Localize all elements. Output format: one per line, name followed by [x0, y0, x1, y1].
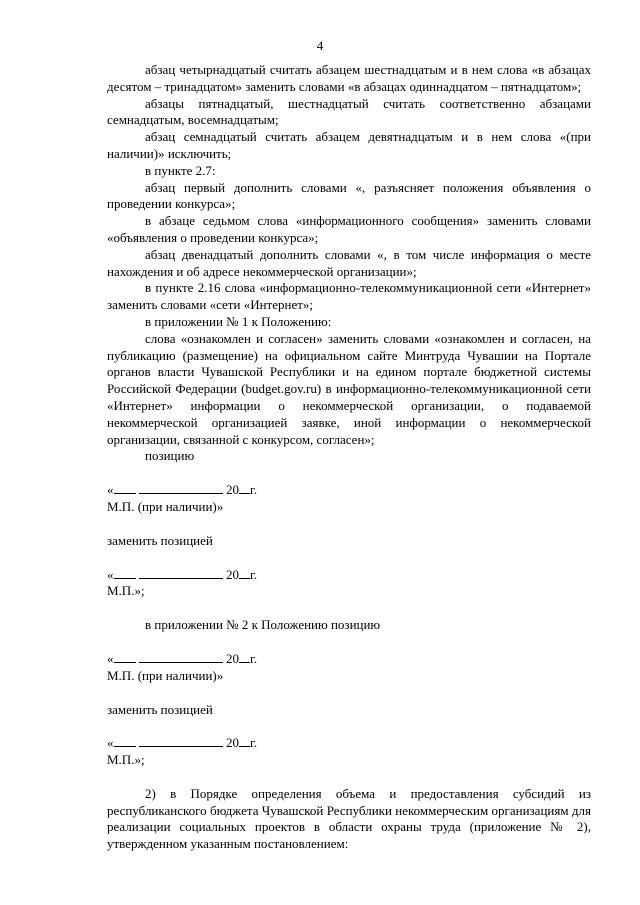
year-suffix: г. [250, 482, 258, 498]
signature-date-line [107, 651, 591, 668]
year-blank [239, 735, 250, 747]
year-suffix: г. [250, 735, 258, 751]
signature-date-line [107, 567, 591, 584]
year-prefix: 20 [226, 735, 239, 751]
day-blank [114, 735, 136, 747]
year-prefix: 20 [226, 650, 239, 666]
replace-label: заменить позицией [107, 701, 213, 717]
paragraph: абзац двенадцатый дополнить словами «, в том числе информация о месте нахождения и об адресе некоммерческой организации»; [107, 246, 591, 279]
paragraph: абзац семнадцатый считать абзацем девятнадцатым и в нем слова «(при наличии)» исключить; [107, 129, 591, 161]
paragraph: слова «ознакомлен и согласен» заменить словами «ознакомлен и согласен, на публикацию (размещение) на официальном сайте Минтруда Чувашии на Портале органов власти Чувашской Республики и на едином портале бюджетной системы Российской Федерации (budget.gov.ru) в информационно-телекоммуникационной сети «Интернет» информации о некоммерческой организации, о подаваемой некоммерческой организацией заявке, иной информации о некоммерческой организации, связанной с конкурсом, согласен»; [107, 330, 591, 447]
month-blank [139, 651, 223, 663]
paragraph: в пункте 2.7: [145, 162, 216, 178]
year-suffix: г. [250, 566, 258, 582]
month-blank [139, 567, 223, 579]
quote-open: « [107, 735, 114, 751]
stamp-line: М.П.»; [107, 583, 145, 599]
paragraph: позицию [145, 448, 195, 464]
quote-open: « [107, 566, 114, 582]
document-body [107, 62, 591, 853]
day-blank [114, 482, 136, 494]
stamp-line: М.П.»; [107, 752, 145, 768]
year-blank [239, 482, 250, 494]
paragraph: в пункте 2.16 слова «информационно-телекоммуникационной сети «Интернет» заменить словами «сети «Интернет»; [107, 280, 591, 313]
stamp-line: М.П. (при наличии)» [107, 667, 224, 683]
paragraph: абзац четырнадцатый считать абзацем шестнадцатым и в нем слова «в абзацах десятом – тринадцатом» заменить словами «в абзацах одиннадцатом – пятнадцатом»; [107, 62, 591, 94]
year-blank [239, 651, 250, 663]
replace-label: заменить позицией [107, 532, 213, 548]
day-blank [114, 651, 136, 663]
year-prefix: 20 [226, 482, 239, 498]
paragraph: в абзаце седьмом слова «информационного сообщения» заменить словами «объявления о проведении конкурса»; [107, 213, 591, 245]
signature-date-line [107, 735, 591, 752]
paragraph: абзац первый дополнить словами «, разъясняет положения объявления о проведении конкурса»; [107, 179, 591, 212]
appendix2-paragraph: в приложении № 2 к Положению позицию [145, 617, 381, 633]
quote-open: « [107, 650, 114, 666]
final-paragraph: 2) в Порядке определения объема и предоставления субсидий из республиканского бюджета Чувашской Республики некоммерческим организациям для реализации социальных проектов в области охраны труда (приложение № 2), утвержденном указанным постановлением: [107, 785, 591, 852]
day-blank [114, 567, 136, 579]
quote-open: « [107, 482, 114, 498]
month-blank [139, 482, 223, 494]
signature-date-line [107, 482, 591, 499]
paragraph: в приложении № 1 к Положению: [145, 313, 332, 329]
year-blank [239, 567, 250, 579]
month-blank [139, 735, 223, 747]
stamp-line: М.П. (при наличии)» [107, 498, 224, 514]
page-number: 4 [316, 38, 324, 53]
year-prefix: 20 [226, 566, 239, 582]
year-suffix: г. [250, 650, 258, 666]
paragraph: абзацы пятнадцатый, шестнадцатый считать соответственно абзацами семнадцатым, восемнадцатым; [107, 95, 591, 128]
